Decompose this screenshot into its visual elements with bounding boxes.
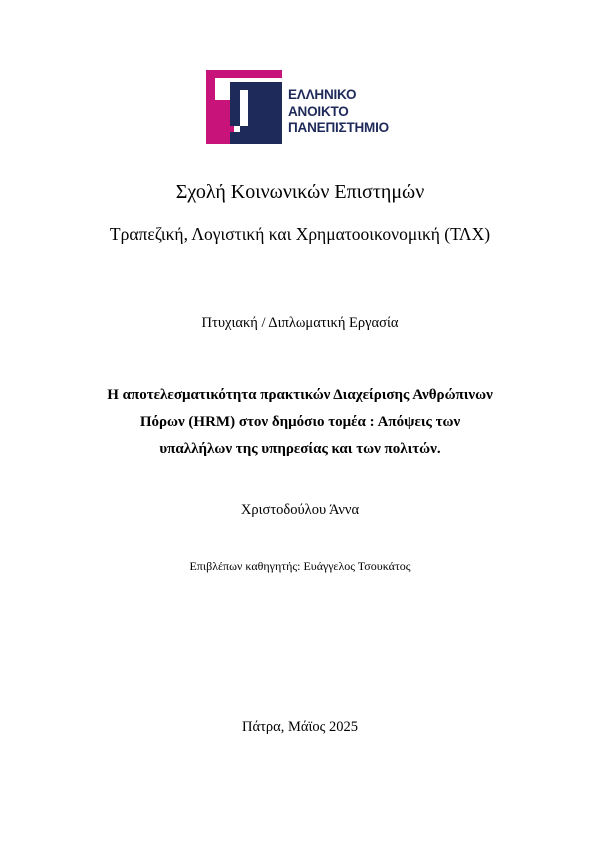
thesis-title-line-1: Η αποτελεσματικότητα πρακτικών Διαχείρισης Ανθρώπινων [107, 387, 493, 403]
supervisor: Επιβλέπων καθηγητής: Ευάγγελος Τσουκάτος [189, 559, 411, 573]
school-name: Σχολή Κοινωνικών Επιστημών [175, 181, 425, 203]
thesis-type: Πτυχιακή / Διπλωματική Εργασία [201, 315, 399, 331]
logo-wordmark [288, 87, 389, 137]
place-date: Πάτρα, Μάϊος 2025 [242, 719, 358, 735]
university-logo [206, 70, 406, 144]
thesis-title-line-3: υπαλλήλων της υπηρεσίας και των πολιτών. [159, 441, 441, 457]
author-name: Χριστοδούλου Άννα [240, 502, 360, 518]
university-logo-mark [206, 70, 286, 144]
logo-line-2: ΑΝΟΙΚΤΟ [288, 103, 349, 119]
thesis-title [80, 382, 520, 463]
department-name: Τραπεζική, Λογιστική και Χρηματοοικονομική (ΤΛΧ) [109, 224, 491, 244]
thesis-title-line-2: Πόρων (HRM) στον δημόσιο τομέα : Απόψεις των [139, 414, 461, 430]
logo-line-3: ΠΑΝΕΠΙΣΤΗΜΙΟ [288, 120, 389, 135]
logo-line-1: ΕΛΛΗΝΙΚΟ [288, 87, 357, 102]
